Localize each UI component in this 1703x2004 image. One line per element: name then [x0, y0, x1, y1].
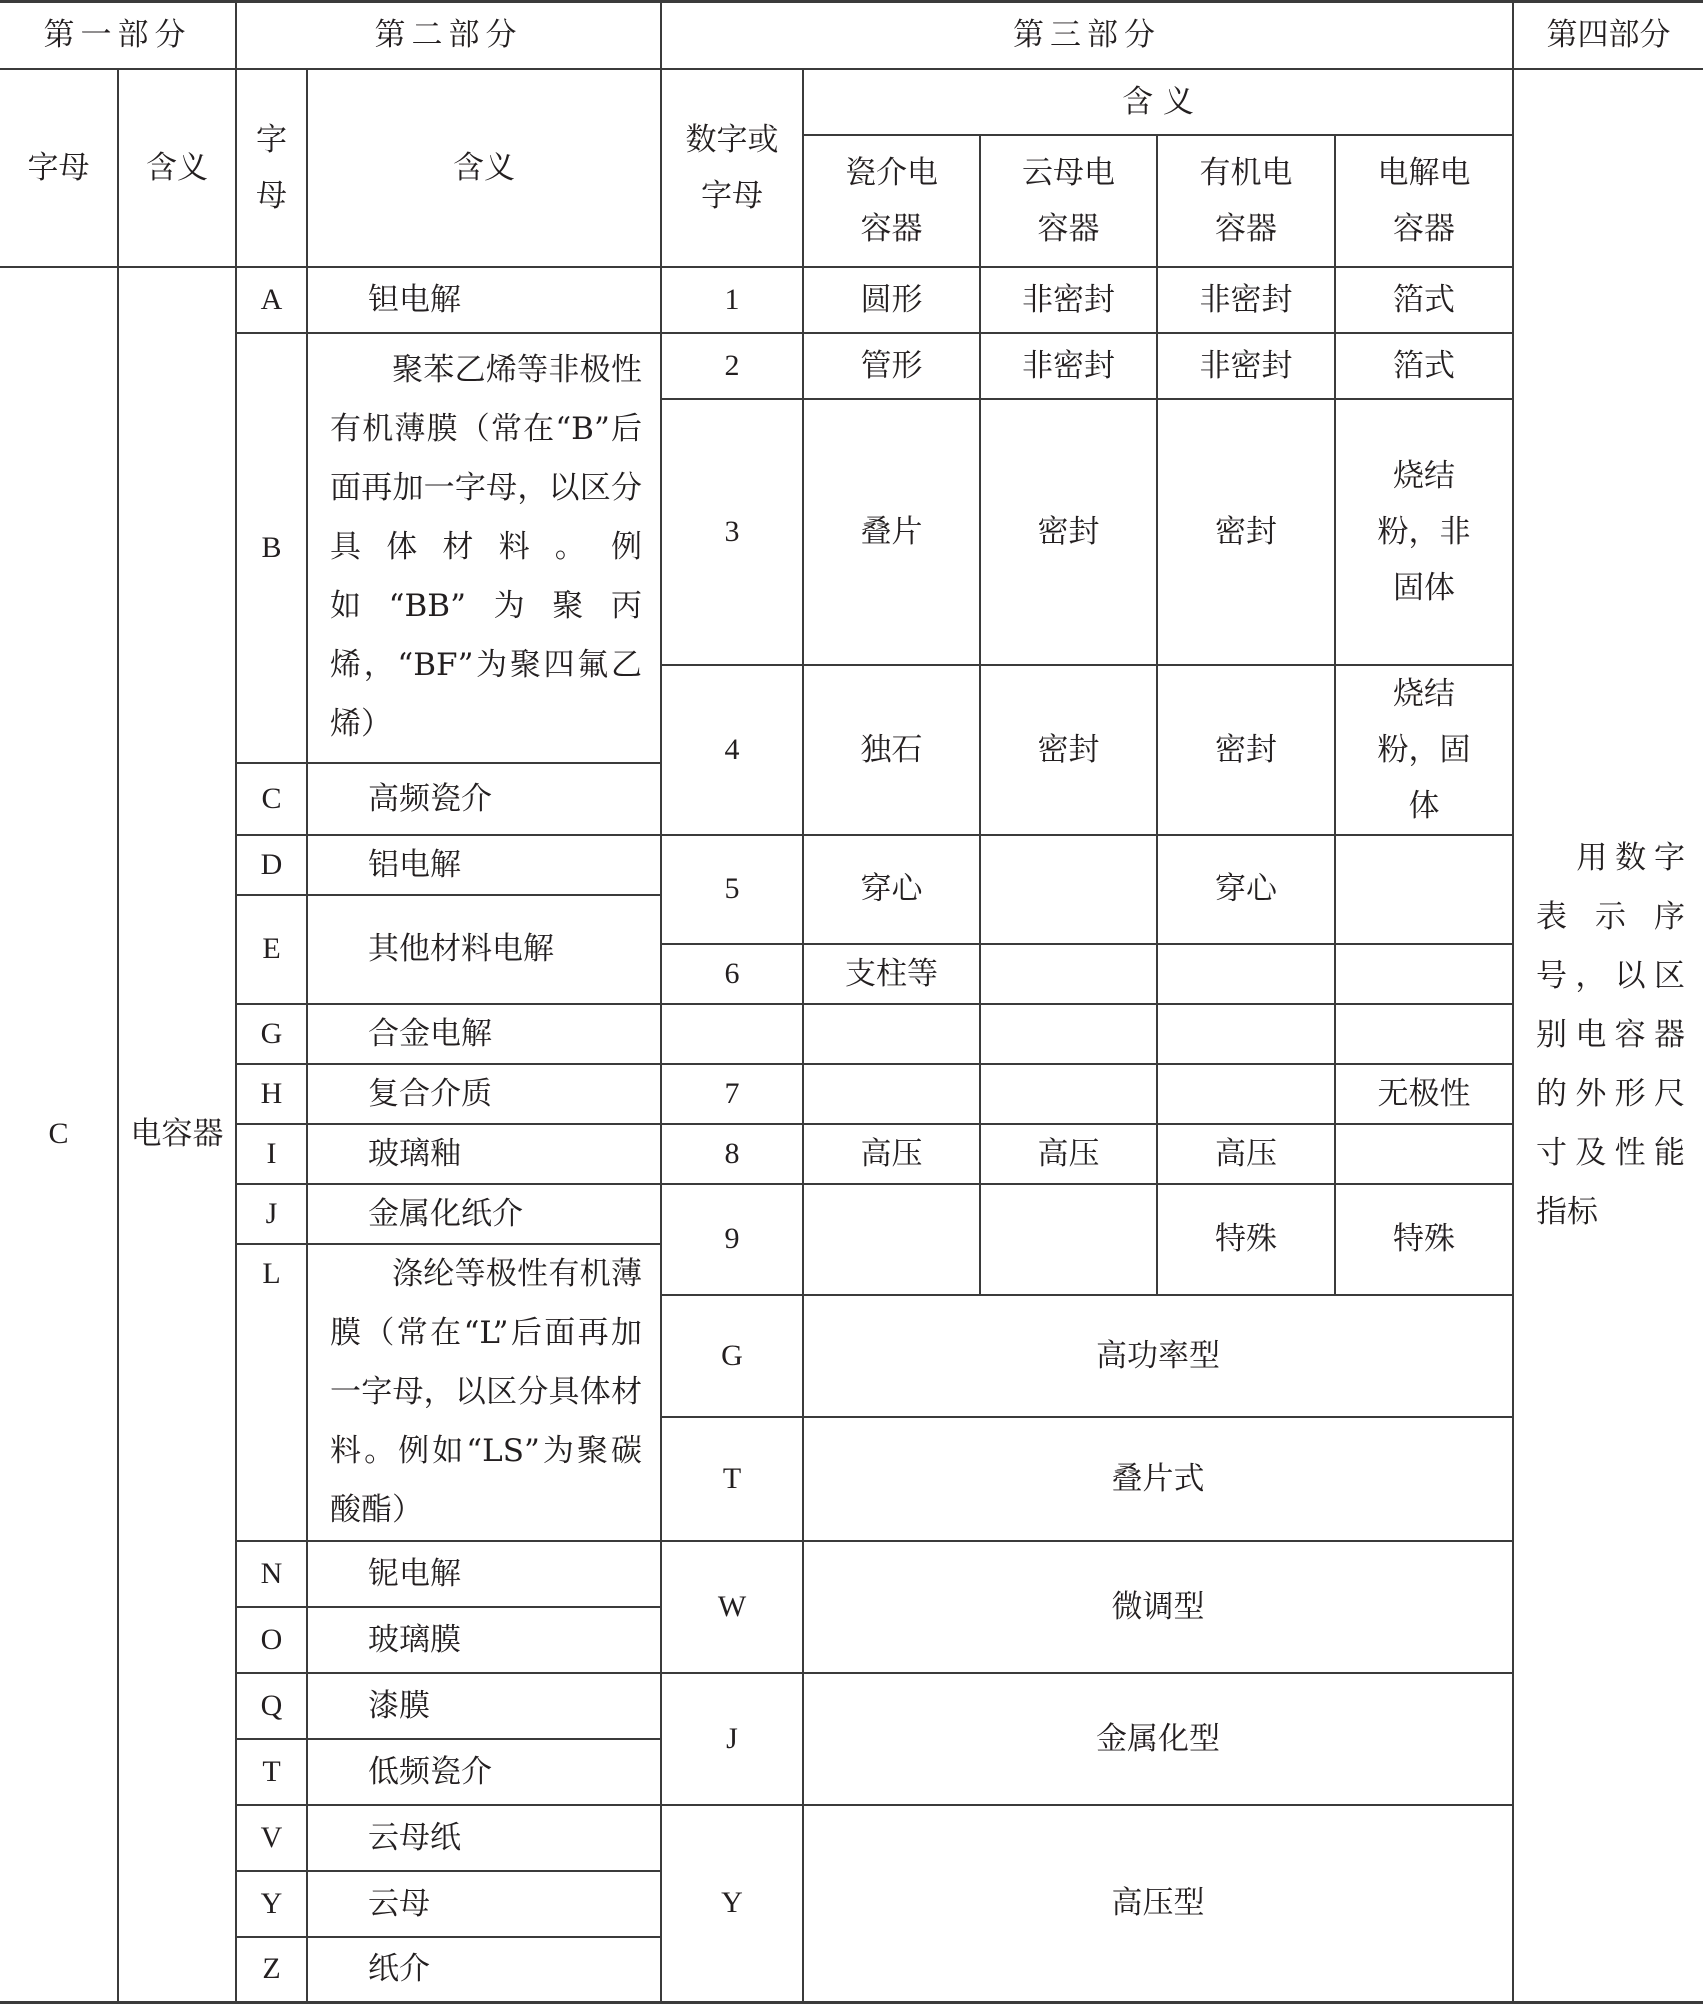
header-type-electrolytic: 电解电容器	[1335, 135, 1513, 267]
p2-meaning-h: 复合介质	[307, 1064, 661, 1124]
p3-9-mica	[980, 1184, 1157, 1296]
part1-letter: C	[0, 267, 118, 2003]
header-type-mica: 云母电容器	[980, 135, 1157, 267]
p2-meaning-n: 铌电解	[307, 1541, 661, 1607]
p3-code-9: 9	[661, 1184, 803, 1296]
p2-letter-z: Z	[236, 1937, 307, 2003]
p3-2-organic: 非密封	[1157, 333, 1335, 399]
p3-4-electrolytic: 烧结粉，固体	[1335, 665, 1513, 835]
header-p2-meaning: 含义	[307, 69, 661, 267]
p2-meaning-i: 玻璃釉	[307, 1124, 661, 1184]
p3-4-mica: 密封	[980, 665, 1157, 835]
p3-4-organic: 密封	[1157, 665, 1335, 835]
p3-code-1: 1	[661, 267, 803, 333]
p2-meaning-t: 低频瓷介	[307, 1739, 661, 1805]
p2-meaning-y: 云母	[307, 1871, 661, 1937]
p3-code-4: 4	[661, 665, 803, 835]
p3-8-mica: 高压	[980, 1124, 1157, 1184]
p2-letter-q: Q	[236, 1673, 307, 1739]
p2-meaning-v: 云母纸	[307, 1805, 661, 1871]
p2-meaning-j: 金属化纸介	[307, 1184, 661, 1244]
p3-9-electrolytic: 特殊	[1335, 1184, 1513, 1296]
p3-7-ceramic	[803, 1064, 980, 1124]
p3-7-organic	[1157, 1064, 1335, 1124]
header-part3: 第三部分	[661, 2, 1513, 69]
p2-letter-e: E	[236, 895, 307, 1004]
p3-6-organic	[1157, 944, 1335, 1004]
p2-meaning-e: 其他材料电解	[307, 895, 661, 1004]
p3-blank-ceramic	[803, 1004, 980, 1064]
p3-1-organic: 非密封	[1157, 267, 1335, 333]
p2-letter-d: D	[236, 835, 307, 895]
p3-code-j: J	[661, 1673, 803, 1805]
p3-code-t: T	[661, 1417, 803, 1540]
header-part2: 第二部分	[236, 2, 661, 69]
header-part4: 第四部分	[1513, 2, 1703, 69]
p3-3-mica: 密封	[980, 399, 1157, 665]
p2-letter-a: A	[236, 267, 307, 333]
p2-meaning-q: 漆膜	[307, 1673, 661, 1739]
header-p1-meaning: 含义	[118, 69, 236, 267]
p3-blank-mica	[980, 1004, 1157, 1064]
p3-code-2: 2	[661, 333, 803, 399]
p3-code-g: G	[661, 1295, 803, 1417]
header-p3-code: 数字或字母	[661, 69, 803, 267]
p3-meaning-w: 微调型	[803, 1541, 1513, 1673]
p2-meaning-l: 涤纶等极性有机薄膜（常在“L”后面再加一字母，以区分具体材料。例如“LS”为聚碳酸酯）	[307, 1244, 661, 1541]
p2-letter-b: B	[236, 333, 307, 764]
p2-meaning-o: 玻璃膜	[307, 1607, 661, 1673]
p3-3-ceramic: 叠片	[803, 399, 980, 665]
p3-3-organic: 密封	[1157, 399, 1335, 665]
p3-8-electrolytic	[1335, 1124, 1513, 1184]
p2-meaning-z: 纸介	[307, 1937, 661, 2003]
p3-9-ceramic	[803, 1184, 980, 1296]
p2-letter-t: T	[236, 1739, 307, 1805]
p3-6-electrolytic	[1335, 944, 1513, 1004]
header-type-organic: 有机电容器	[1157, 135, 1335, 267]
p3-5-mica	[980, 835, 1157, 944]
p3-6-ceramic: 支柱等	[803, 944, 980, 1004]
p3-4-ceramic: 独石	[803, 665, 980, 835]
p2-letter-c: C	[236, 763, 307, 834]
p3-blank-organic	[1157, 1004, 1335, 1064]
p2-letter-v: V	[236, 1805, 307, 1871]
p3-2-electrolytic: 箔式	[1335, 333, 1513, 399]
p3-meaning-y: 高压型	[803, 1805, 1513, 2003]
p3-code-6: 6	[661, 944, 803, 1004]
p2-letter-o: O	[236, 1607, 307, 1673]
header-p1-letter: 字母	[0, 69, 118, 267]
p2-meaning-g: 合金电解	[307, 1004, 661, 1064]
p3-9-organic: 特殊	[1157, 1184, 1335, 1296]
p2-letter-j: J	[236, 1184, 307, 1244]
p3-5-organic: 穿心	[1157, 835, 1335, 944]
p2-meaning-b: 聚苯乙烯等非极性有机薄膜（常在“B”后面再加一字母，以区分具体材料。例如“BB”为聚丙烯，“BF”为聚四氟乙烯）	[307, 333, 661, 764]
part1-meaning: 电容器	[118, 267, 236, 2003]
header-type-ceramic: 瓷介电容器	[803, 135, 980, 267]
header-p3-meaning: 含 义	[803, 69, 1513, 135]
p3-5-electrolytic	[1335, 835, 1513, 944]
p3-2-ceramic: 管形	[803, 333, 980, 399]
p3-blank-electrolytic	[1335, 1004, 1513, 1064]
p2-letter-l: L	[236, 1244, 307, 1541]
p3-1-mica: 非密封	[980, 267, 1157, 333]
p3-8-organic: 高压	[1157, 1124, 1335, 1184]
p3-code-w: W	[661, 1541, 803, 1673]
p3-code-7: 7	[661, 1064, 803, 1124]
p2-meaning-c: 高频瓷介	[307, 763, 661, 834]
p3-code-3: 3	[661, 399, 803, 665]
p3-code-y: Y	[661, 1805, 803, 2003]
p2-letter-g: G	[236, 1004, 307, 1064]
p3-5-ceramic: 穿心	[803, 835, 980, 944]
p3-8-ceramic: 高压	[803, 1124, 980, 1184]
p3-3-electrolytic: 烧结粉，非固体	[1335, 399, 1513, 665]
part4-description: 用数字表示序号，以区别电容器的外形尺寸及性能指标	[1513, 69, 1703, 2003]
p3-1-electrolytic: 箔式	[1335, 267, 1513, 333]
p3-meaning-g: 高功率型	[803, 1295, 1513, 1417]
p3-7-mica	[980, 1064, 1157, 1124]
p2-letter-h: H	[236, 1064, 307, 1124]
p2-letter-i: I	[236, 1124, 307, 1184]
p3-meaning-t: 叠片式	[803, 1417, 1513, 1540]
p3-1-ceramic: 圆形	[803, 267, 980, 333]
p2-letter-n: N	[236, 1541, 307, 1607]
p2-meaning-a: 钽电解	[307, 267, 661, 333]
header-p2-letter: 字母	[236, 69, 307, 267]
p2-meaning-d: 铝电解	[307, 835, 661, 895]
p3-code-8: 8	[661, 1124, 803, 1184]
p3-2-mica: 非密封	[980, 333, 1157, 399]
p3-code-5: 5	[661, 835, 803, 944]
p3-7-electrolytic: 无极性	[1335, 1064, 1513, 1124]
header-part1: 第一部分	[0, 2, 236, 69]
p3-blank-code	[661, 1004, 803, 1064]
p3-6-mica	[980, 944, 1157, 1004]
p3-meaning-j: 金属化型	[803, 1673, 1513, 1805]
p2-letter-y: Y	[236, 1871, 307, 1937]
